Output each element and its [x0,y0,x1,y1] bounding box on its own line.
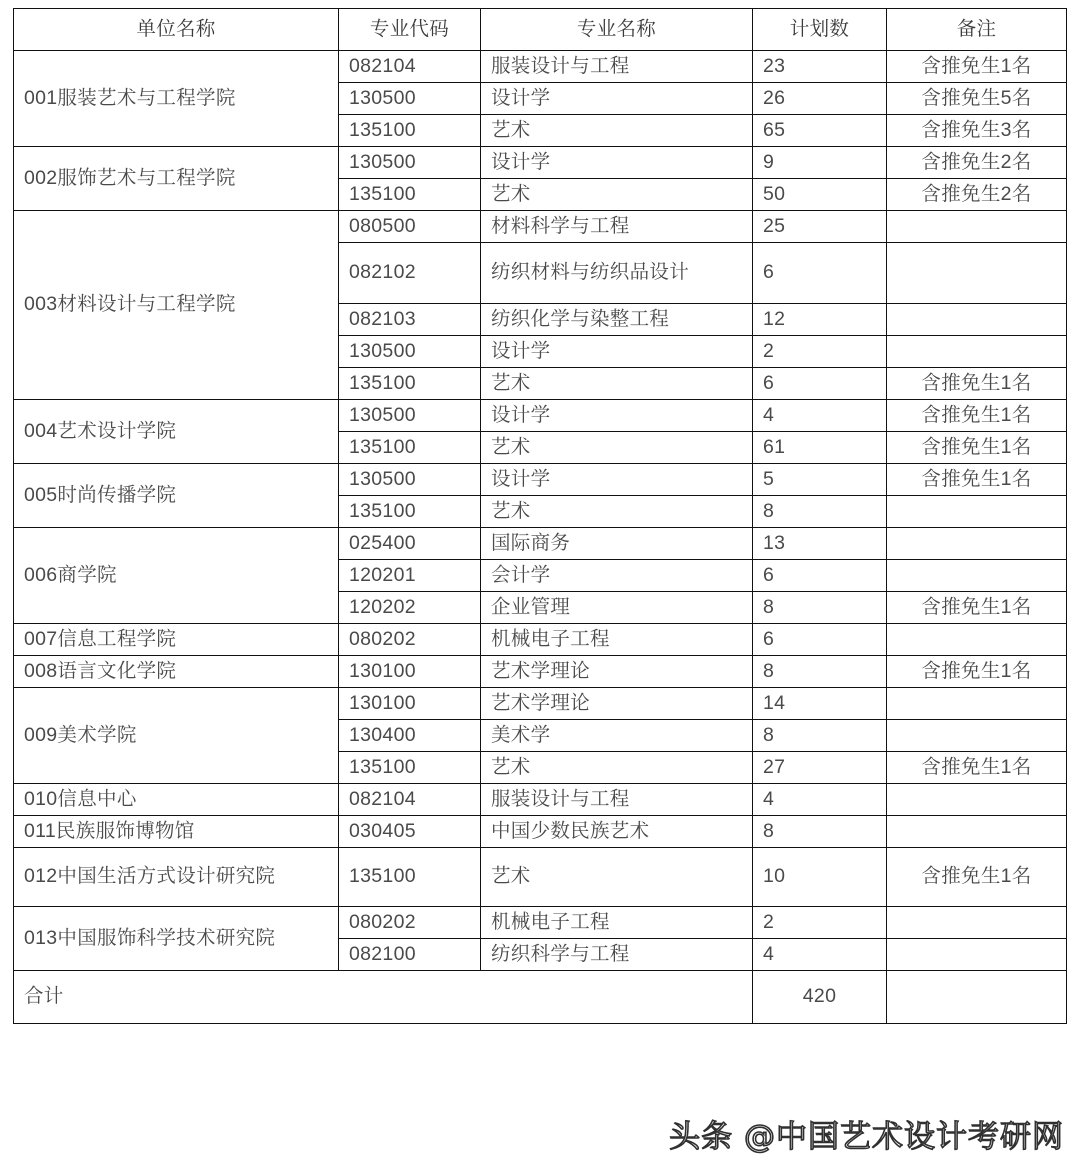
cell-remark [887,528,1067,560]
cell-plan-count: 6 [753,243,887,304]
cell-unit-name: 004艺术设计学院 [14,400,339,464]
cell-plan-count: 4 [753,784,887,816]
table-footer [14,971,1067,1024]
table-row [14,656,1067,688]
table-row [14,816,1067,848]
cell-major-name: 会计学 [481,560,753,592]
cell-major-code: 130100 [339,688,481,720]
cell-plan-count: 4 [753,939,887,971]
total-remark-cell [887,971,1067,1024]
column-header-remark: 备注 [887,9,1067,51]
cell-major-code: 135100 [339,115,481,147]
cell-remark [887,243,1067,304]
cell-plan-count: 6 [753,560,887,592]
cell-remark: 含推免生5名 [887,83,1067,115]
cell-major-name: 设计学 [481,400,753,432]
cell-major-name: 美术学 [481,720,753,752]
cell-remark: 含推免生2名 [887,179,1067,211]
cell-major-name: 艺术 [481,179,753,211]
cell-major-name: 艺术学理论 [481,688,753,720]
table-row [14,400,1067,432]
cell-unit-name: 012中国生活方式设计研究院 [14,848,339,907]
cell-major-code: 130100 [339,656,481,688]
cell-remark [887,907,1067,939]
cell-remark [887,784,1067,816]
cell-plan-count: 14 [753,688,887,720]
cell-remark: 含推免生3名 [887,115,1067,147]
cell-major-code: 082100 [339,939,481,971]
cell-major-code: 082102 [339,243,481,304]
cell-unit-name: 006商学院 [14,528,339,624]
cell-major-name: 机械电子工程 [481,907,753,939]
cell-major-name: 企业管理 [481,592,753,624]
cell-plan-count: 5 [753,464,887,496]
cell-plan-count: 27 [753,752,887,784]
cell-unit-name: 008语言文化学院 [14,656,339,688]
cell-major-name: 材料科学与工程 [481,211,753,243]
cell-major-name: 艺术 [481,752,753,784]
cell-major-code: 025400 [339,528,481,560]
cell-unit-name: 010信息中心 [14,784,339,816]
cell-major-code: 135100 [339,368,481,400]
cell-plan-count: 8 [753,816,887,848]
cell-plan-count: 8 [753,592,887,624]
cell-plan-count: 10 [753,848,887,907]
cell-plan-count: 8 [753,496,887,528]
cell-remark [887,688,1067,720]
table-row [14,784,1067,816]
cell-major-code: 082103 [339,304,481,336]
cell-major-code: 130500 [339,464,481,496]
cell-major-name: 服装设计与工程 [481,51,753,83]
cell-remark: 含推免生1名 [887,752,1067,784]
cell-major-code: 080202 [339,907,481,939]
cell-major-code: 135100 [339,496,481,528]
cell-plan-count: 25 [753,211,887,243]
cell-plan-count: 4 [753,400,887,432]
cell-unit-name: 009美术学院 [14,688,339,784]
cell-major-code: 135100 [339,432,481,464]
cell-remark: 含推免生1名 [887,400,1067,432]
cell-major-code: 135100 [339,179,481,211]
cell-unit-name: 013中国服饰科学技术研究院 [14,907,339,971]
cell-plan-count: 6 [753,624,887,656]
cell-unit-name: 002服饰艺术与工程学院 [14,147,339,211]
cell-major-code: 120202 [339,592,481,624]
cell-major-name: 艺术 [481,368,753,400]
total-row [14,971,1067,1024]
cell-remark: 含推免生1名 [887,368,1067,400]
cell-plan-count: 12 [753,304,887,336]
table-row [14,528,1067,560]
cell-remark [887,304,1067,336]
cell-unit-name: 003材料设计与工程学院 [14,211,339,400]
cell-major-code: 080202 [339,624,481,656]
enrollment-plan-table [13,8,1067,1024]
cell-remark [887,336,1067,368]
total-count-cell: 420 [753,971,887,1024]
table-row [14,147,1067,179]
cell-plan-count: 26 [753,83,887,115]
header-row [14,9,1067,51]
cell-major-name: 艺术 [481,432,753,464]
cell-remark: 含推免生1名 [887,432,1067,464]
cell-unit-name: 001服装艺术与工程学院 [14,51,339,147]
cell-major-code: 135100 [339,752,481,784]
cell-remark: 含推免生2名 [887,147,1067,179]
table-row [14,848,1067,907]
cell-plan-count: 2 [753,336,887,368]
cell-major-code: 135100 [339,848,481,907]
cell-plan-count: 65 [753,115,887,147]
table-body [14,51,1067,971]
cell-remark [887,939,1067,971]
cell-major-code: 130500 [339,336,481,368]
cell-major-name: 纺织科学与工程 [481,939,753,971]
cell-remark [887,720,1067,752]
column-header-plan-count: 计划数 [753,9,887,51]
cell-plan-count: 6 [753,368,887,400]
cell-major-code: 130500 [339,83,481,115]
cell-major-name: 艺术 [481,848,753,907]
cell-major-name: 中国少数民族艺术 [481,816,753,848]
cell-major-name: 纺织化学与染整工程 [481,304,753,336]
cell-major-code: 130400 [339,720,481,752]
cell-plan-count: 9 [753,147,887,179]
cell-plan-count: 13 [753,528,887,560]
cell-major-name: 纺织材料与纺织品设计 [481,243,753,304]
table-header [14,9,1067,51]
cell-major-name: 设计学 [481,83,753,115]
table-row [14,51,1067,83]
cell-unit-name: 005时尚传播学院 [14,464,339,528]
table-row [14,688,1067,720]
cell-remark: 含推免生1名 [887,464,1067,496]
cell-major-code: 030405 [339,816,481,848]
cell-major-code: 130500 [339,400,481,432]
cell-remark [887,211,1067,243]
cell-major-name: 艺术 [481,496,753,528]
table-row [14,907,1067,939]
cell-plan-count: 2 [753,907,887,939]
cell-plan-count: 50 [753,179,887,211]
total-label-cell: 合计 [14,971,753,1024]
column-header-major-code: 专业代码 [339,9,481,51]
cell-major-name: 艺术学理论 [481,656,753,688]
table-row [14,211,1067,243]
cell-remark [887,496,1067,528]
cell-major-code: 082104 [339,51,481,83]
cell-major-name: 艺术 [481,115,753,147]
watermark-text: 头条 @中国艺术设计考研网 [669,1119,1064,1155]
cell-major-name: 设计学 [481,464,753,496]
cell-plan-count: 8 [753,656,887,688]
cell-major-name: 国际商务 [481,528,753,560]
cell-major-code: 080500 [339,211,481,243]
cell-remark: 含推免生1名 [887,592,1067,624]
cell-unit-name: 007信息工程学院 [14,624,339,656]
cell-major-name: 服装设计与工程 [481,784,753,816]
cell-major-name: 设计学 [481,336,753,368]
table-row [14,624,1067,656]
cell-remark: 含推免生1名 [887,848,1067,907]
cell-remark [887,816,1067,848]
cell-plan-count: 8 [753,720,887,752]
cell-unit-name: 011民族服饰博物馆 [14,816,339,848]
column-header-unit: 单位名称 [14,9,339,51]
table-row [14,464,1067,496]
cell-major-code: 130500 [339,147,481,179]
cell-major-name: 机械电子工程 [481,624,753,656]
column-header-major-name: 专业名称 [481,9,753,51]
cell-remark [887,560,1067,592]
cell-plan-count: 23 [753,51,887,83]
cell-remark: 含推免生1名 [887,51,1067,83]
cell-remark [887,624,1067,656]
cell-remark: 含推免生1名 [887,656,1067,688]
watermark [669,1119,1064,1155]
cell-major-code: 082104 [339,784,481,816]
cell-plan-count: 61 [753,432,887,464]
cell-major-code: 120201 [339,560,481,592]
cell-major-name: 设计学 [481,147,753,179]
